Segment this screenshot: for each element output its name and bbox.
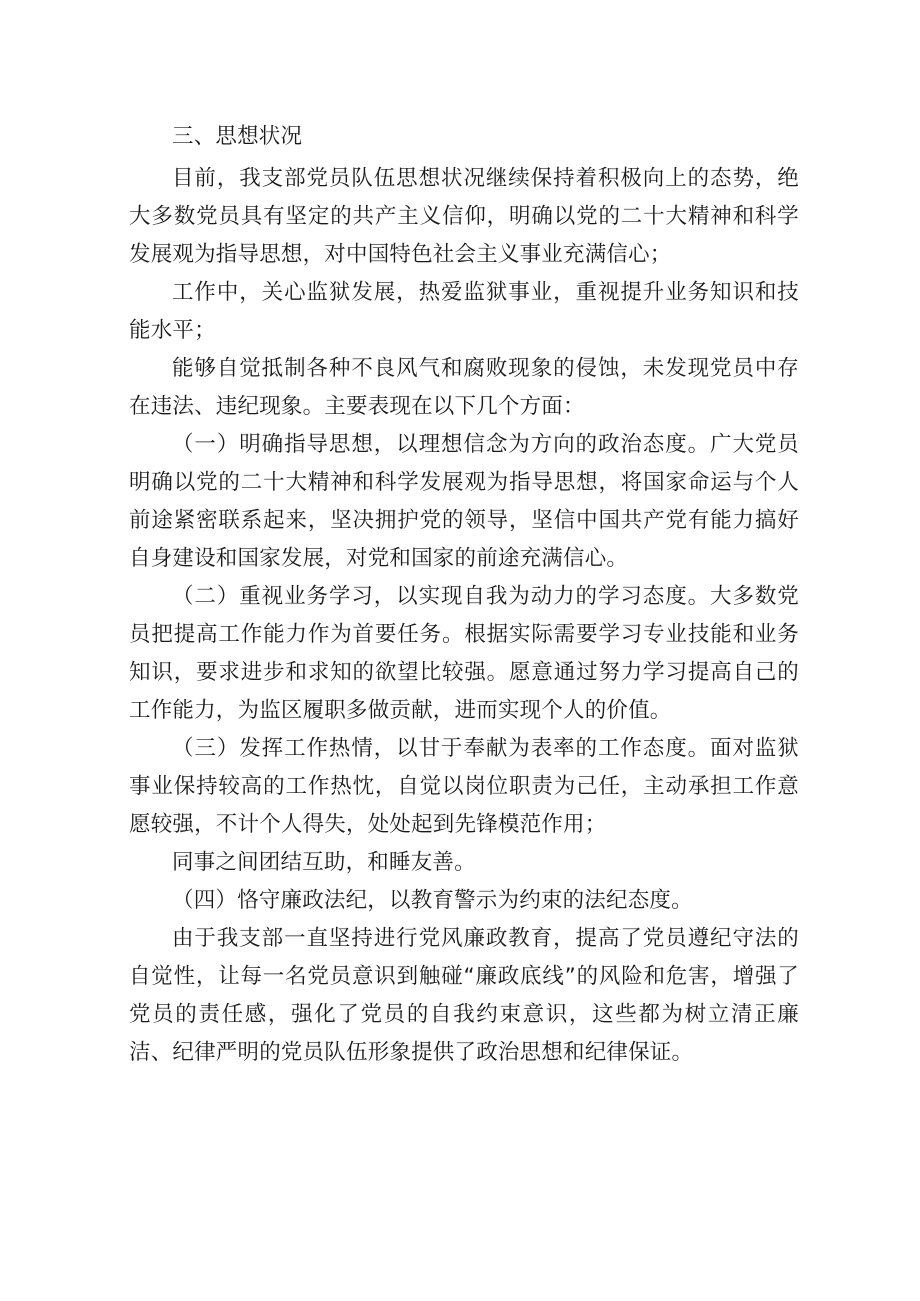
document-body [129,118,799,1072]
paragraph-point-four: （四）恪守廉政法纪，以教育警示为约束的法纪态度。 [172,888,693,913]
paragraph-overview: 目前，我支部党员队伍思想状况继续保持着积极向上的态势，绝大多数党员具有坚定的共产主义信仰，明确以党的二十大精神和科学发展观为指导思想，对中国特色社会主义事业充满信心； [129,166,799,267]
paragraph-point-two: （二）重视业务学习，以实现自我为动力的学习态度。大多数党员把提高工作能力作为首要任务。根据实际需要学习专业技能和业务知识，要求进步和求知的欲望比较强。愿意通过努力学习提高自己的工作能力，为监区履职多做贡献，进而实现个人的价值。 [129,584,799,723]
paragraph-conclusion: 由于我支部一直坚持进行党风廉政教育，提高了党员遵纪守法的自觉性，让每一名党员意识到触碰“廉政底线”的风险和危害，增强了党员的责任感，强化了党员的自我约束意识，这些都为树立清正廉洁、纪律严明的党员队伍形象提供了政治思想和纪律保证。 [129,926,799,1065]
paragraph-teamwork: 同事之间团结互助，和睡友善。 [172,850,476,875]
paragraph-point-three: （三）发挥工作热情，以甘于奉献为表率的工作态度。面对监狱事业保持较高的工作热忱，自觉以岗位职责为己任，主动承担工作意愿较强，不计个人得失，处处起到先锋模范作用； [129,736,799,837]
section-heading: 三、思想状况 [172,124,303,149]
paragraph-integrity: 能够自觉抵制各种不良风气和腐败现象的侵蚀，未发现党员中存在违法、违纪现象。主要表现在以下几个方面： [129,356,799,419]
paragraph-work-attitude: 工作中，关心监狱发展，热爱监狱事业，重视提升业务知识和技能水平； [129,280,799,343]
paragraph-point-one: （一）明确指导思想，以理想信念为方向的政治态度。广大党员明确以党的二十大精神和科学发展观为指导思想，将国家命运与个人前途紧密联系起来，坚决拥护党的领导，坚信中国共产党有能力搞好自身建设和国家发展，对党和国家的前途充满信心。 [129,432,799,571]
